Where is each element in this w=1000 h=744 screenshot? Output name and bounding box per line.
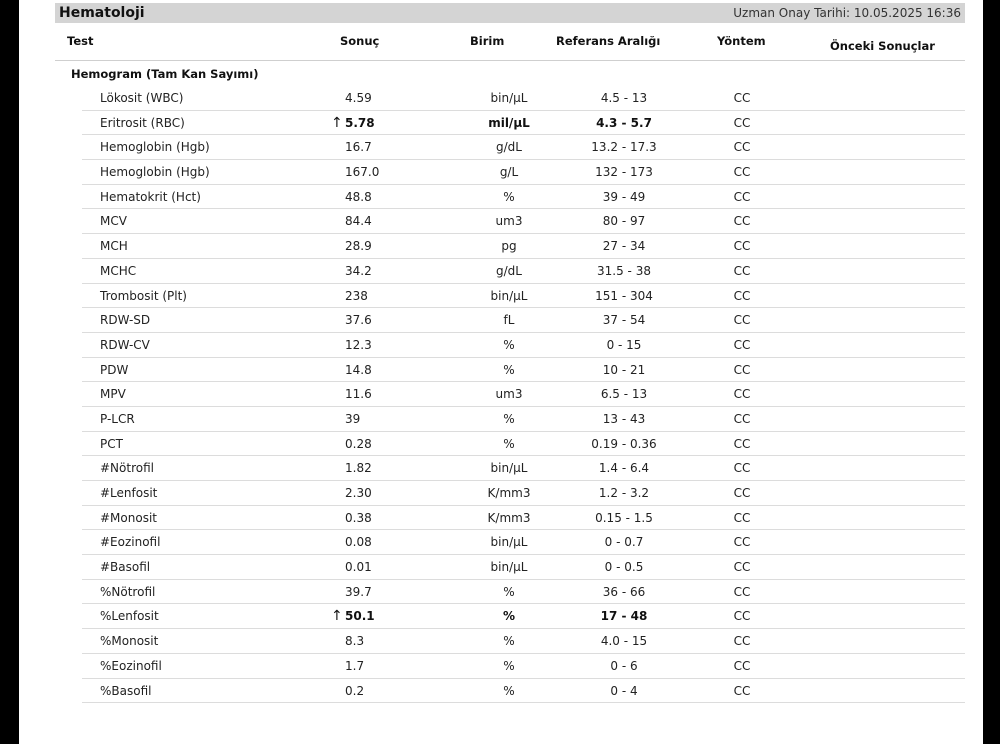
result-unit: bin/µL [490,91,528,105]
reference-range: 17 - 48 [600,609,648,624]
table-row [19,358,983,383]
result-number: 0.2 [345,683,365,698]
method: CC [733,288,751,303]
method: CC [733,214,751,229]
result-unit: % [502,609,516,624]
method: CC [733,387,751,402]
reference-range: 151 - 304 [595,288,653,303]
test-name: MCV [100,214,127,229]
method: CC [733,609,751,624]
result-value [345,437,372,451]
header-previous-results: Önceki Sonuçlar [830,39,935,53]
reference-range: 13.2 - 17.3 [591,140,657,155]
table-row [19,160,983,185]
result-unit: bin/µL [490,560,528,575]
result-unit: % [503,337,515,352]
table-row [19,456,983,481]
result-unit: g/dL [496,140,522,155]
reference-range: 0 - 4 [610,683,638,698]
header-reference: Referans Aralığı [556,34,661,48]
test-name: Hematokrit (Hct) [100,189,201,204]
test-name: PCT [100,436,123,451]
method: CC [733,535,751,550]
high-flag-icon: ↑ [331,114,343,131]
result-value [345,289,368,303]
reference-range: 132 - 173 [595,165,653,180]
table-row [19,382,983,407]
test-name: %Basofil [100,683,152,698]
result-number: 84.4 [345,214,372,229]
result-number: 14.8 [345,362,372,377]
result-unit: % [503,634,515,649]
result-number: 167.0 [345,165,380,180]
table-row [19,580,983,605]
result-value [345,511,372,525]
result-number: 39 [345,411,361,426]
reference-range: 0 - 0.7 [604,535,644,550]
reference-range: 1.2 - 3.2 [598,486,650,500]
result-value [345,659,364,673]
test-name: Hemoglobin (Hgb) [100,140,210,155]
reference-range: 1.4 - 6.4 [598,461,650,476]
header-test: Test [67,34,94,48]
result-value [331,114,375,131]
result-value [345,363,372,377]
reference-range: 27 - 34 [602,239,646,254]
table-row [19,481,983,506]
reference-range: 0.15 - 1.5 [595,510,653,525]
table-row [19,530,983,555]
method: CC [733,165,751,180]
reference-range: 37 - 54 [602,313,646,328]
result-unit: bin/µL [490,535,528,550]
method: CC [733,115,751,130]
table-row [19,185,983,210]
result-number: 0.01 [345,560,372,575]
test-name: #Nötrofil [100,461,154,476]
method: CC [733,189,751,204]
table-row [19,259,983,284]
result-number: 34.2 [345,263,372,278]
test-name: MCH [100,239,128,254]
result-number: 28.9 [345,239,372,254]
test-name: MCHC [100,263,137,278]
reference-range: 4.5 - 13 [600,91,648,105]
result-unit: fL [503,313,515,328]
section-title: Hematoloji [59,5,145,21]
method: CC [733,486,751,500]
results-table [19,86,983,703]
result-value [345,239,372,253]
reference-range: 0 - 0.5 [604,560,644,575]
result-number: 1.7 [345,658,365,673]
table-row [19,407,983,432]
reference-range: 4.0 - 15 [600,634,648,649]
result-value [345,190,372,204]
result-value [345,461,372,475]
table-row [19,333,983,358]
table-row [19,654,983,679]
result-number: 12.3 [345,337,372,352]
result-value [345,91,372,105]
group-title: Hemogram (Tam Kan Sayımı) [71,67,259,81]
table-row [19,111,983,136]
result-value [345,214,372,228]
result-value [345,684,364,698]
method: CC [733,683,751,698]
table-row [19,679,983,704]
result-number: 5.78 [345,115,375,130]
table-row [19,555,983,580]
result-number: 16.7 [345,140,372,155]
result-number: 11.6 [345,387,372,402]
result-unit: % [503,189,515,204]
method: CC [733,91,751,105]
result-value [345,140,372,154]
result-unit: um3 [495,387,523,402]
test-name: #Monosit [100,510,157,525]
header-method: Yöntem [717,34,766,48]
table-row [19,284,983,309]
method: CC [733,584,751,599]
result-unit: % [503,362,515,377]
method: CC [733,461,751,476]
test-name: %Eozinofil [100,658,162,673]
result-unit: % [503,658,515,673]
high-flag-icon: ↑ [331,608,343,625]
reference-range: 0 - 6 [610,658,638,673]
result-value [345,313,372,327]
reference-range: 39 - 49 [602,189,646,204]
result-number: 50.1 [345,609,375,624]
reference-range: 10 - 21 [602,362,646,377]
test-name: P-LCR [100,411,135,426]
table-row [19,86,983,111]
result-number: 0.08 [345,535,372,550]
header-unit: Birim [470,34,505,48]
result-unit: mil/µL [488,115,530,130]
table-row [19,506,983,531]
test-name: %Lenfosit [100,609,159,624]
method: CC [733,436,751,451]
result-value [345,165,379,179]
result-unit: bin/µL [490,461,528,476]
method: CC [733,658,751,673]
result-unit: um3 [495,214,523,229]
method: CC [733,510,751,525]
result-value [331,608,375,625]
test-name: %Nötrofil [100,584,156,599]
result-number: 39.7 [345,584,372,599]
result-number: 0.38 [345,510,372,525]
method: CC [733,263,751,278]
header-divider [55,60,965,61]
result-unit: bin/µL [490,288,528,303]
result-unit: g/L [499,165,519,180]
reference-range: 80 - 97 [602,214,646,229]
method: CC [733,362,751,377]
test-name: Trombosit (Plt) [100,288,187,303]
method: CC [733,239,751,254]
result-value [345,560,372,574]
result-value [345,412,360,426]
table-row [19,629,983,654]
test-name: #Eozinofil [100,535,161,550]
result-unit: % [503,683,515,698]
result-value [345,486,372,500]
method: CC [733,560,751,575]
table-row [19,209,983,234]
result-unit: % [503,584,515,599]
test-name: RDW-CV [100,337,150,352]
test-name: MPV [100,387,126,402]
test-name: Lökosit (WBC) [100,91,184,105]
reference-range: 31.5 - 38 [597,263,651,278]
method: CC [733,140,751,155]
result-value [345,535,372,549]
result-value [345,387,372,401]
header-result: Sonuç [340,34,380,48]
result-value [345,585,372,599]
result-unit: g/dL [496,263,522,278]
test-name: PDW [100,362,129,377]
reference-range: 36 - 66 [602,584,646,599]
result-unit: pg [501,239,517,254]
method: CC [733,411,751,426]
test-name: %Monosit [100,634,159,649]
result-number: 238 [345,288,368,303]
reference-range: 6.5 - 13 [600,387,648,402]
result-unit: % [503,436,515,451]
method: CC [733,634,751,649]
report-page [19,0,983,744]
reference-range: 13 - 43 [602,411,646,426]
result-number: 8.3 [345,634,365,649]
result-number: 4.59 [345,91,372,105]
reference-range: 0.19 - 0.36 [591,436,657,451]
test-name: #Basofil [100,560,151,575]
result-number: 1.82 [345,461,372,476]
table-row [19,308,983,333]
reference-range: 4.3 - 5.7 [596,115,652,130]
result-unit: % [503,411,515,426]
result-unit: K/mm3 [487,486,531,500]
result-number: 2.30 [345,486,372,500]
table-row [19,234,983,259]
reference-range: 0 - 15 [606,337,642,352]
result-unit: K/mm3 [487,510,531,525]
test-name: #Lenfosit [100,486,158,500]
test-name: Hemoglobin (Hgb) [100,165,210,180]
result-number: 48.8 [345,189,372,204]
table-row [19,432,983,457]
method: CC [733,313,751,328]
result-value [345,338,372,352]
table-row [19,135,983,160]
test-name: Eritrosit (RBC) [100,115,185,130]
method: CC [733,337,751,352]
test-name: RDW-SD [100,313,151,328]
result-value [345,264,372,278]
result-value [345,634,364,648]
result-number: 0.28 [345,436,372,451]
table-row [19,604,983,629]
approval-date: Uzman Onay Tarihi: 10.05.2025 16:36 [733,6,961,20]
result-number: 37.6 [345,313,372,328]
